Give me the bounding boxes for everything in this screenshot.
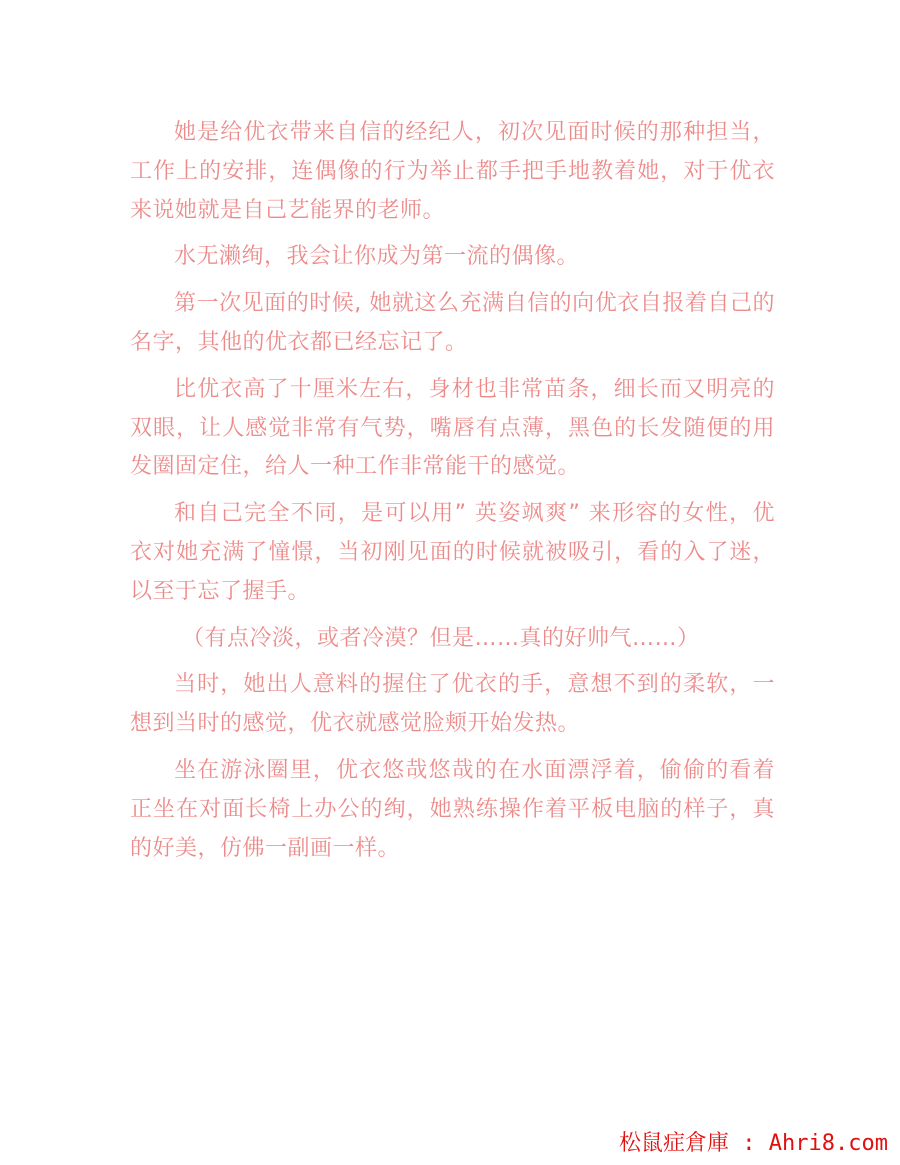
paragraph: 水无濑绚，我会让你成为第一流的偶像。 — [174, 244, 580, 270]
paragraph: 比优衣高了十厘米左右，身材也非常苗条，细长而又明亮的双眼，让人感觉非常有气势，嘴唇有点薄，黑色的长发随便的用发圈固定住，给人一种工作非常能干的感觉。 — [130, 376, 775, 480]
paragraph: 坐在游泳圈里，优衣悠哉悠哉的在水面漂浮着，偷偷的看着正坐在对面长椅上办公的绚，她熟练操作着平板电脑的样子，真的好美，仿佛一副画一样。 — [130, 757, 775, 861]
watermark-text: 松鼠症倉庫 : Ahri8.com — [619, 1131, 888, 1156]
paragraph: 当时，她出人意料的握住了优衣的手，意想不到的柔软，一想到当时的感觉，优衣就感觉脸颊开始发热。 — [130, 672, 775, 737]
paragraph: 和自己完全不同，是可以用” 英姿飒爽” 来形容的女性，优衣对她充满了憧憬，当初刚见面的时候就被吸引，看的入了迷，以至于忘了握手。 — [130, 501, 775, 604]
paragraph: 她是给优衣带来自信的经纪人，初次见面时候的那种担当，工作上的安排，连偶像的行为举止都手把手地教着她，对于优衣来说她就是自己艺能界的老师。 — [130, 120, 775, 223]
paragraph: 第一次见面的时候, 她就这么充满自信的向优衣自报着自己的名字，其他的优衣都已经忘记了。 — [130, 291, 775, 355]
inner-thought-paragraph: （有点冷淡，或者冷漠？但是……真的好帅气……） — [182, 625, 700, 651]
document-body — [130, 114, 775, 876]
